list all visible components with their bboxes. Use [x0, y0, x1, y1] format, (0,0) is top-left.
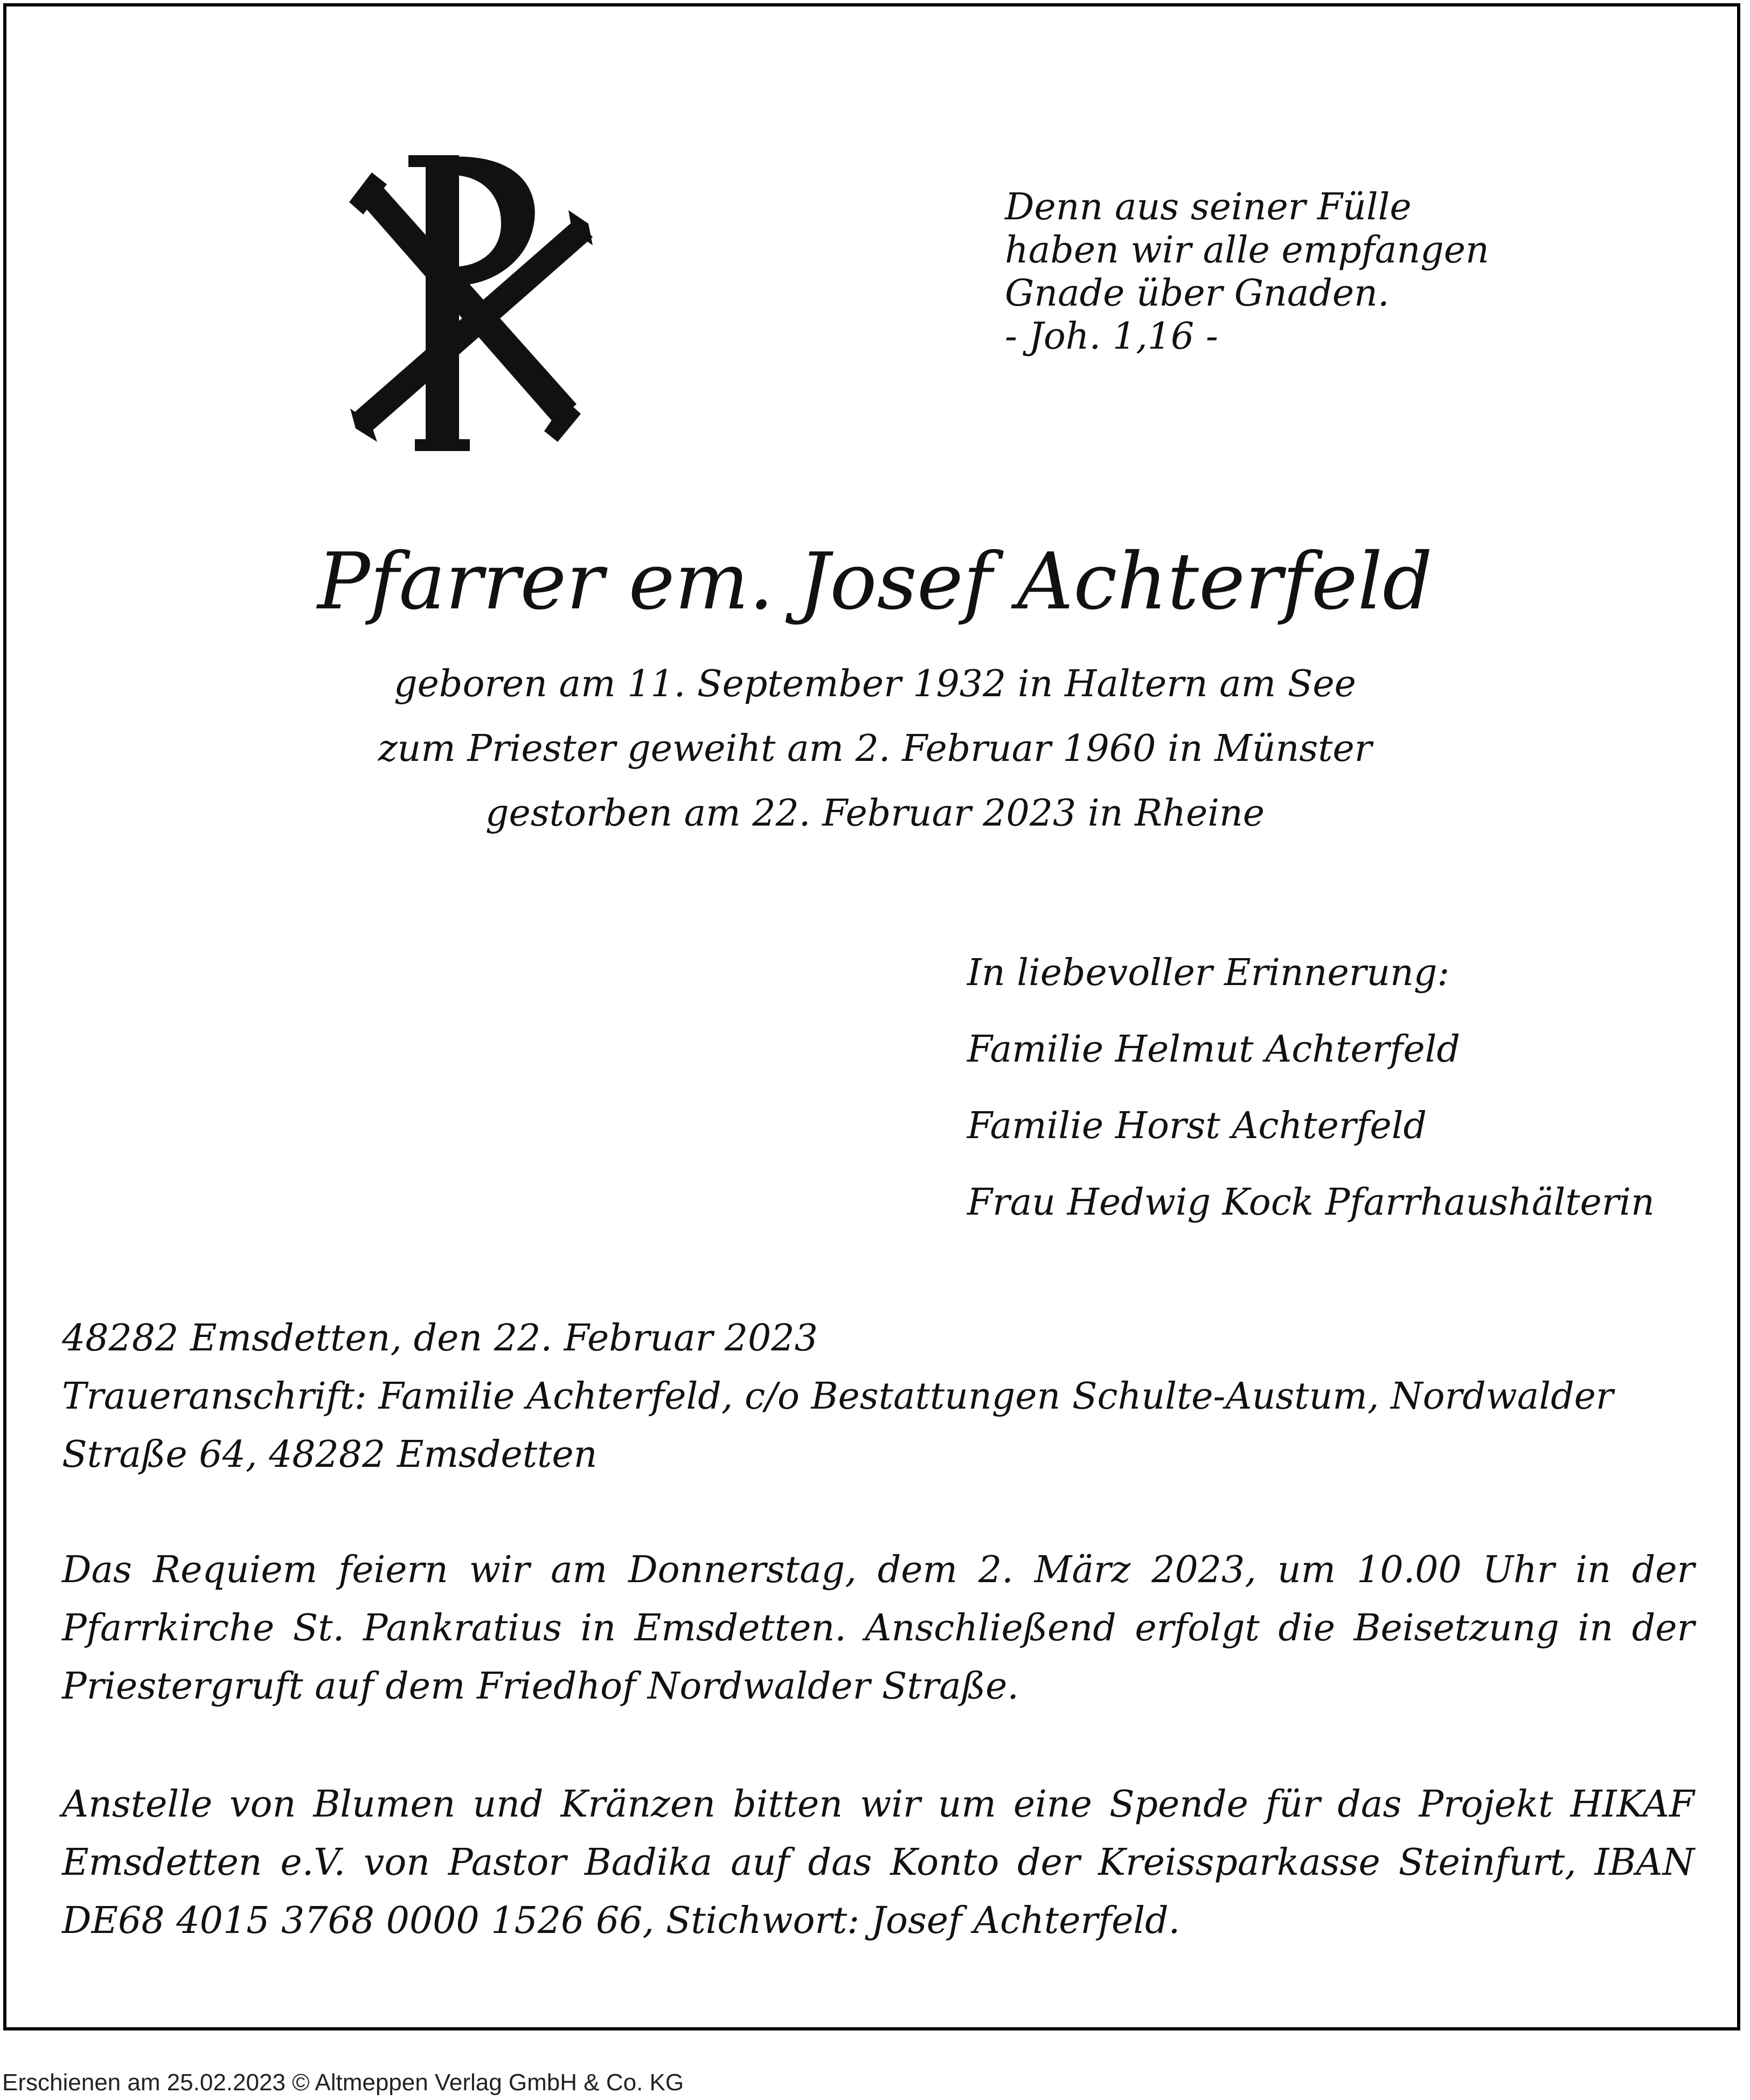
mourner-name: Frau Hedwig Kock Pfarrhaushälterin: [967, 1181, 1655, 1224]
mourner-name: Familie Horst Achterfeld: [967, 1105, 1427, 1147]
quote-line: Gnade über Gnaden.: [1005, 272, 1390, 315]
quote-line: Denn aus seiner Fülle: [1005, 186, 1412, 228]
donation-paragraph: Anstelle von Blumen und Kränzen bitten wir um eine Spende für das Projekt HIKAF Emsdetten e.V. von Pastor Badika auf das Konto der Kreissparkasse Steinfurt, IBAN DE68 4015 3768 0000 1526 66, Stichwort: Josef Achterfeld.: [62, 1783, 1695, 1942]
life-dates: [0, 652, 1750, 846]
mourning-address: Traueranschrift: Familie Achterfeld, c/o Bestattungen Schulte-Austum, Nordwalder Straße 64, 48282 Emsdetten: [62, 1375, 1614, 1476]
birth-line: geboren am 11. September 1932 in Haltern am See: [394, 663, 1356, 705]
mourners-block: [967, 935, 1655, 1241]
chi-rho-icon: [339, 151, 593, 453]
mourner-name: Familie Helmut Achterfeld: [967, 1028, 1460, 1071]
requiem-paragraph: Das Requiem feiern wir am Donnerstag, dem 2. März 2023, um 10.00 Uhr in der Pfarrkirche St. Pankratius in Emsdetten. Anschließend erfolgt die Beisetzung in der Priestergruft auf dem Friedhof Nordwalder Straße.: [62, 1549, 1695, 1708]
ordination-line: zum Priester geweiht am 2. Februar 1960 in Münster: [378, 727, 1372, 770]
publication-footer: Erschienen am 25.02.2023 © Altmeppen Verlag GmbH & Co. KG: [2, 2069, 684, 2096]
quote-reference: - Joh. 1,16 -: [1005, 315, 1218, 358]
place-date: 48282 Emsdetten, den 22. Februar 2023: [62, 1317, 818, 1360]
mourners-intro: In liebevoller Erinnerung:: [967, 952, 1450, 994]
deceased-name: Pfarrer em. Josef Achterfeld: [317, 536, 1433, 627]
quote-line: haben wir alle empfangen: [1005, 229, 1489, 272]
bible-quote: [1005, 186, 1489, 358]
address-block: [62, 1309, 1695, 1484]
death-line: gestorben am 22. Februar 2023 in Rheine: [485, 792, 1265, 835]
